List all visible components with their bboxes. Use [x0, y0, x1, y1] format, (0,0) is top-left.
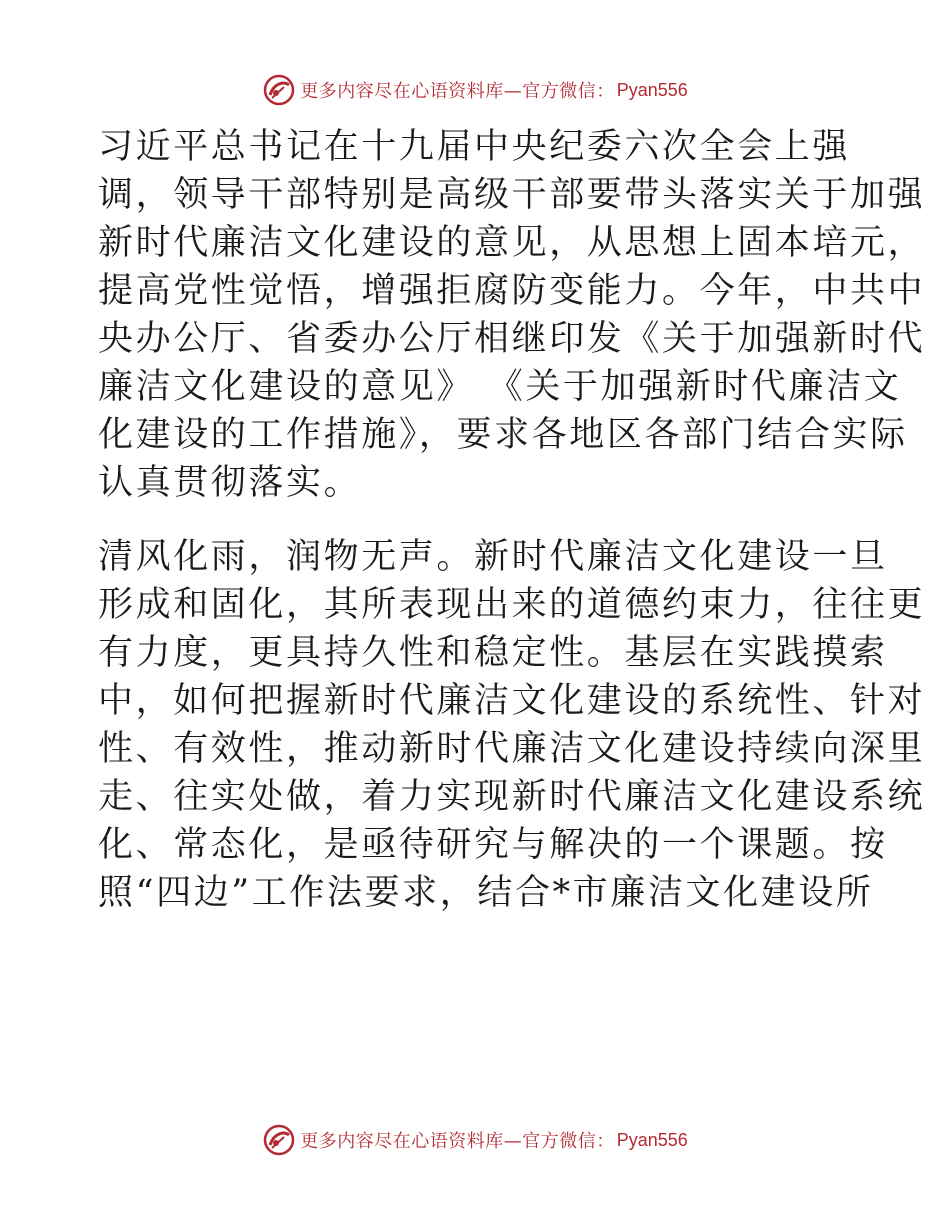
paragraph-line: 清风化雨，润物无声。新时代廉洁文化建设一旦: [98, 537, 888, 577]
paragraph-line: 形成和固化，其所表现出来的道德约束力，往往更: [98, 585, 926, 625]
paragraph-line: 化建设的工作措施》，要求各地区各部门结合实际: [98, 415, 908, 455]
paragraph-line: 性、有效性，推动新时代廉洁文化建设持续向深里: [98, 729, 926, 769]
paragraph-line: 认真贯彻落实。: [98, 463, 362, 503]
header-watermark: [0, 70, 950, 110]
footer-watermark-text: 更多内容尽在心语资料库—官方微信：: [300, 1131, 615, 1152]
paragraph-line: 调，领导干部特别是高级干部要带头落实关于加强: [98, 175, 926, 215]
paragraph-line: 有力度，更具持久性和稳定性。基层在实践摸索: [98, 633, 888, 673]
watermark-logo-icon: [262, 73, 296, 107]
watermark-logo-icon: [262, 1123, 296, 1157]
paragraph-line: 中，如何把握新时代廉洁文化建设的系统性、针对: [98, 681, 926, 721]
paragraph-line: 新时代廉洁文化建设的意见，从思想上固本培元，: [98, 223, 926, 263]
paragraph-1: [98, 123, 926, 507]
paragraph-line: 照“四边”工作法要求，结合*市廉洁文化建设所: [98, 873, 874, 913]
document-body: [98, 123, 926, 917]
paragraph-line: 提高党性觉悟，增强拒腐防变能力。今年，中共中: [98, 271, 926, 311]
footer-watermark-code: Pyan556: [616, 1129, 688, 1150]
paragraph-line: 廉洁文化建设的意见》 《关于加强新时代廉洁文: [98, 367, 902, 407]
footer-watermark: [0, 1120, 950, 1160]
paragraph-2: [98, 533, 926, 917]
paragraph-line: 习近平总书记在十九届中央纪委六次全会上强: [98, 127, 851, 167]
header-watermark-text: 更多内容尽在心语资料库—官方微信：: [300, 81, 615, 102]
paragraph-line: 央办公厅、省委办公厅相继印发《关于加强新时代: [98, 319, 926, 359]
paragraph-line: 化、常态化，是亟待研究与解决的一个课题。按: [98, 825, 888, 865]
header-watermark-code: Pyan556: [616, 79, 688, 100]
paragraph-line: 走、往实处做，着力实现新时代廉洁文化建设系统: [98, 777, 926, 817]
